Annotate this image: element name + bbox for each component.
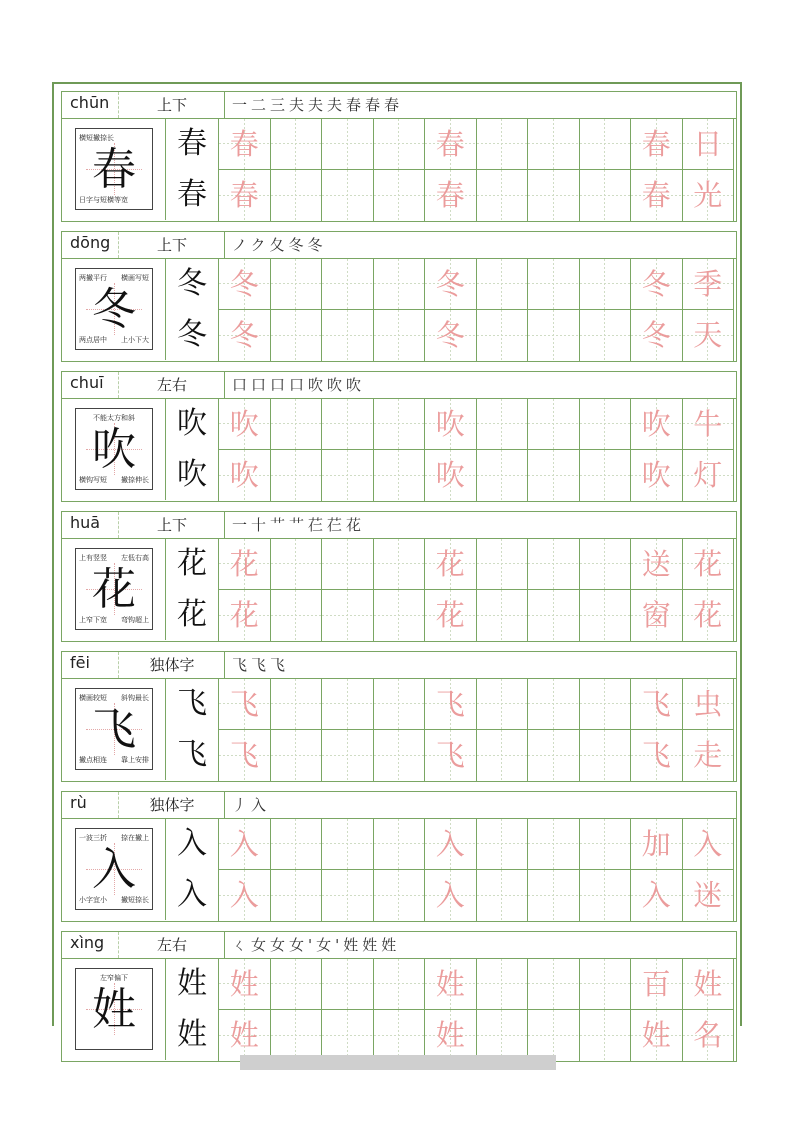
practice-cell[interactable]: [271, 730, 323, 781]
practice-cell[interactable]: 日: [683, 119, 735, 170]
practice-cell[interactable]: [374, 170, 426, 221]
header-divider: [118, 652, 119, 678]
writing-tip: 两点居中: [79, 336, 107, 344]
sample-char: 吹: [177, 406, 207, 441]
practice-cell[interactable]: [477, 1010, 529, 1061]
practice-cell[interactable]: 入: [631, 870, 683, 921]
practice-cell[interactable]: 吹: [219, 399, 271, 450]
sample-char: 姓: [177, 966, 207, 1001]
practice-cell[interactable]: [374, 590, 426, 641]
char-model-box: [75, 688, 153, 770]
practice-cell[interactable]: 春: [631, 170, 683, 221]
writing-tip: 横短撇捺长: [79, 134, 114, 142]
practice-cell[interactable]: [271, 539, 323, 590]
char-info-panel: [62, 819, 166, 920]
practice-cell[interactable]: 姓: [219, 959, 271, 1010]
practice-cell[interactable]: 季: [683, 259, 735, 310]
practice-cell[interactable]: [477, 590, 529, 641]
writing-tip: 小字宜小: [79, 896, 107, 904]
char-block: [61, 231, 737, 362]
practice-cell[interactable]: 飞: [219, 730, 271, 781]
block-header: [62, 232, 736, 259]
practice-cell[interactable]: [374, 870, 426, 921]
practice-cell[interactable]: 吹: [219, 450, 271, 501]
header-divider: [118, 512, 119, 538]
pinyin-label: dōng: [70, 233, 111, 252]
header-divider: [118, 232, 119, 258]
practice-cell[interactable]: [322, 399, 374, 450]
practice-cell[interactable]: [271, 590, 323, 641]
practice-cell[interactable]: [580, 119, 632, 170]
practice-cell[interactable]: 春: [631, 119, 683, 170]
practice-cell[interactable]: 姓: [425, 959, 477, 1010]
practice-cell[interactable]: 加: [631, 819, 683, 870]
practice-cell[interactable]: [374, 679, 426, 730]
practice-cell[interactable]: [322, 259, 374, 310]
practice-cell[interactable]: [580, 539, 632, 590]
practice-cell[interactable]: [271, 399, 323, 450]
sample-char: 入: [177, 826, 207, 861]
practice-cell[interactable]: 灯: [683, 450, 735, 501]
practice-cell[interactable]: [271, 819, 323, 870]
char-model-box: [75, 128, 153, 210]
sample-char: 春: [177, 177, 207, 212]
practice-cell[interactable]: 牛: [683, 399, 735, 450]
practice-cell[interactable]: [580, 870, 632, 921]
writing-tip: 上有竖竖: [79, 554, 107, 562]
practice-cell[interactable]: [580, 730, 632, 781]
practice-cell[interactable]: 迷: [683, 870, 735, 921]
stroke-order: 飞飞飞: [232, 656, 290, 674]
sample-char: 入: [177, 877, 207, 912]
practice-cell[interactable]: 入: [425, 819, 477, 870]
practice-cell[interactable]: [580, 310, 632, 361]
practice-cell[interactable]: [374, 730, 426, 781]
practice-cell[interactable]: 花: [683, 539, 735, 590]
writing-tip: 两撇平行: [79, 274, 107, 282]
sample-char: 春: [177, 126, 207, 161]
practice-cell[interactable]: [477, 310, 529, 361]
practice-cell[interactable]: [271, 450, 323, 501]
practice-cell[interactable]: [322, 170, 374, 221]
sample-char: 飞: [177, 737, 207, 772]
header-divider: [224, 92, 225, 118]
practice-cell[interactable]: [374, 539, 426, 590]
writing-tip: 撇短捺长: [121, 896, 149, 904]
writing-tip: 不能太方和斜: [93, 414, 135, 422]
practice-cell[interactable]: 入: [683, 819, 735, 870]
practice-cell[interactable]: [477, 819, 529, 870]
practice-cell[interactable]: [271, 1010, 323, 1061]
practice-cell[interactable]: [271, 310, 323, 361]
practice-cell[interactable]: 花: [425, 539, 477, 590]
practice-cell[interactable]: [477, 870, 529, 921]
practice-cell[interactable]: 吹: [631, 399, 683, 450]
practice-cell[interactable]: [580, 399, 632, 450]
practice-cell[interactable]: 窗: [631, 590, 683, 641]
structure-label: 左右: [156, 376, 187, 394]
practice-cell[interactable]: 姓: [683, 959, 735, 1010]
practice-cell[interactable]: 入: [219, 819, 271, 870]
practice-cell[interactable]: [580, 819, 632, 870]
practice-cell[interactable]: [322, 539, 374, 590]
header-divider: [224, 372, 225, 398]
writing-tip: 上小下大: [121, 336, 149, 344]
practice-cell[interactable]: 飞: [425, 730, 477, 781]
practice-cell[interactable]: 送: [631, 539, 683, 590]
practice-cell[interactable]: [528, 119, 580, 170]
practice-cell[interactable]: 姓: [631, 1010, 683, 1061]
model-char: 花: [92, 564, 136, 615]
practice-cell[interactable]: [322, 310, 374, 361]
practice-cell[interactable]: [374, 399, 426, 450]
char-model-box: [75, 268, 153, 350]
char-block: [61, 511, 737, 642]
structure-label: 上下: [156, 516, 187, 534]
practice-cell[interactable]: [477, 539, 529, 590]
pinyin-label: chūn: [70, 93, 110, 112]
practice-cell[interactable]: [528, 730, 580, 781]
structure-label: 左右: [156, 936, 187, 954]
block-header: [62, 92, 736, 119]
writing-tip: 弯钩超上: [121, 616, 149, 624]
writing-tip: 靠上安排: [121, 756, 149, 764]
pinyin-label: chuī: [70, 373, 104, 392]
structure-label: 上下: [156, 236, 187, 254]
model-char: 入: [92, 844, 136, 895]
practice-cell[interactable]: [477, 679, 529, 730]
writing-tip: 斜钩最长: [121, 694, 149, 702]
sample-char: 花: [177, 546, 207, 581]
practice-cell[interactable]: 姓: [219, 1010, 271, 1061]
practice-cell[interactable]: [374, 310, 426, 361]
practice-cell[interactable]: 冬: [425, 259, 477, 310]
char-info-panel: [62, 679, 166, 780]
char-block: [61, 791, 737, 922]
practice-cell[interactable]: [477, 170, 529, 221]
practice-cell[interactable]: 春: [219, 119, 271, 170]
writing-tip: 左低右高: [121, 554, 149, 562]
char-block: [61, 91, 737, 222]
char-block: [61, 931, 737, 1062]
practice-cell[interactable]: 冬: [219, 259, 271, 310]
practice-cell[interactable]: [580, 1010, 632, 1061]
practice-cell[interactable]: [528, 310, 580, 361]
practice-cell[interactable]: [271, 119, 323, 170]
practice-cell[interactable]: [322, 119, 374, 170]
stroke-order: 一十艹艹芢芢花: [232, 516, 366, 534]
sample-char: 姓: [177, 1017, 207, 1052]
practice-cell[interactable]: 冬: [425, 310, 477, 361]
practice-cell[interactable]: [271, 870, 323, 921]
writing-tip: 日字与短横等宽: [79, 196, 128, 204]
practice-cell[interactable]: [477, 959, 529, 1010]
block-header: [62, 512, 736, 539]
pinyin-label: huā: [70, 513, 101, 532]
practice-cell[interactable]: [322, 1010, 374, 1061]
practice-cell[interactable]: [580, 170, 632, 221]
practice-cell[interactable]: [322, 819, 374, 870]
model-char: 姓: [92, 984, 136, 1035]
block-header: [62, 932, 736, 959]
model-char: 冬: [92, 284, 136, 335]
practice-cell[interactable]: [374, 450, 426, 501]
char-info-panel: [62, 399, 166, 500]
writing-tip: 捺在撇上: [121, 834, 149, 842]
practice-cell[interactable]: 吹: [631, 450, 683, 501]
pinyin-label: xìng: [70, 933, 105, 952]
stroke-order: 一二三夫夫夫春春春: [232, 96, 404, 114]
practice-cell[interactable]: [477, 259, 529, 310]
practice-cell[interactable]: [374, 259, 426, 310]
practice-cell[interactable]: [477, 119, 529, 170]
model-char: 吹: [92, 424, 136, 475]
writing-tip: 左窄偏下: [100, 974, 128, 982]
practice-cell[interactable]: 春: [425, 119, 477, 170]
practice-cell[interactable]: [374, 1010, 426, 1061]
structure-label: 独体字: [149, 656, 195, 674]
practice-cell[interactable]: 姓: [425, 1010, 477, 1061]
practice-cell[interactable]: 冬: [219, 310, 271, 361]
practice-cell[interactable]: [322, 679, 374, 730]
practice-cell[interactable]: 光: [683, 170, 735, 221]
practice-cell[interactable]: [271, 259, 323, 310]
practice-cell[interactable]: 春: [219, 170, 271, 221]
header-divider: [224, 512, 225, 538]
writing-tip: 横钩写短: [79, 476, 107, 484]
practice-cell[interactable]: 百: [631, 959, 683, 1010]
practice-cell[interactable]: [528, 819, 580, 870]
header-divider: [118, 932, 119, 958]
practice-cell[interactable]: [374, 959, 426, 1010]
practice-cell[interactable]: [528, 959, 580, 1010]
model-char: 春: [92, 144, 136, 195]
practice-cell[interactable]: 飞: [631, 730, 683, 781]
sample-char: 花: [177, 597, 207, 632]
practice-cell[interactable]: 花: [683, 590, 735, 641]
char-info-panel: [62, 959, 166, 1060]
practice-cell[interactable]: 入: [219, 870, 271, 921]
practice-cell[interactable]: [322, 959, 374, 1010]
structure-label: 独体字: [149, 796, 195, 814]
sample-char: 吹: [177, 457, 207, 492]
practice-cell[interactable]: [528, 450, 580, 501]
practice-cell[interactable]: [528, 399, 580, 450]
footer-bar: [240, 1055, 556, 1070]
practice-cell[interactable]: [322, 870, 374, 921]
practice-cell[interactable]: [271, 959, 323, 1010]
practice-cell[interactable]: [322, 590, 374, 641]
practice-cell[interactable]: 花: [425, 590, 477, 641]
writing-tip: 一波三折: [79, 834, 107, 842]
practice-cell[interactable]: [528, 539, 580, 590]
practice-cell[interactable]: [580, 590, 632, 641]
worksheet: [52, 82, 742, 1052]
practice-cell[interactable]: 入: [425, 870, 477, 921]
practice-cell[interactable]: 虫: [683, 679, 735, 730]
stroke-order: ㄑ女女女'女'姓姓姓: [232, 936, 401, 954]
practice-cell[interactable]: 花: [219, 590, 271, 641]
char-model-box: [75, 408, 153, 490]
writing-tip: 横画较短: [79, 694, 107, 702]
stroke-order: 丿入: [232, 796, 271, 814]
char-model-box: [75, 968, 153, 1050]
writing-tip: 撇捺伸长: [121, 476, 149, 484]
practice-cell[interactable]: 冬: [631, 259, 683, 310]
char-model-box: [75, 548, 153, 630]
practice-cell[interactable]: [477, 450, 529, 501]
practice-cell[interactable]: 吹: [425, 450, 477, 501]
practice-cell[interactable]: [374, 819, 426, 870]
header-divider: [224, 652, 225, 678]
practice-cell[interactable]: 天: [683, 310, 735, 361]
practice-cell[interactable]: [528, 259, 580, 310]
char-model-box: [75, 828, 153, 910]
practice-cell[interactable]: [528, 679, 580, 730]
practice-cell[interactable]: 飞: [425, 679, 477, 730]
practice-cell[interactable]: [580, 450, 632, 501]
char-block: [61, 371, 737, 502]
practice-cell[interactable]: 名: [683, 1010, 735, 1061]
model-char: 飞: [92, 704, 136, 755]
structure-label: 上下: [156, 96, 187, 114]
practice-cell[interactable]: [528, 1010, 580, 1061]
practice-cell[interactable]: [477, 399, 529, 450]
practice-cell[interactable]: [580, 679, 632, 730]
practice-cell[interactable]: [528, 170, 580, 221]
block-header: [62, 792, 736, 819]
practice-cell[interactable]: [477, 730, 529, 781]
practice-cell[interactable]: [322, 450, 374, 501]
header-divider: [224, 792, 225, 818]
practice-cell[interactable]: [580, 959, 632, 1010]
practice-cell[interactable]: 飞: [219, 679, 271, 730]
writing-tip: 撇点相连: [79, 756, 107, 764]
header-divider: [118, 372, 119, 398]
practice-cell[interactable]: [271, 170, 323, 221]
practice-cell[interactable]: 春: [425, 170, 477, 221]
practice-cell[interactable]: 花: [219, 539, 271, 590]
practice-cell[interactable]: 冬: [631, 310, 683, 361]
pinyin-label: rù: [70, 793, 87, 812]
char-info-panel: [62, 259, 166, 360]
sample-char: 冬: [177, 266, 207, 301]
practice-cell[interactable]: [528, 590, 580, 641]
block-header: [62, 652, 736, 679]
practice-cell[interactable]: [580, 259, 632, 310]
stroke-order: ノク夂冬冬: [232, 236, 327, 254]
header-divider: [118, 92, 119, 118]
sample-char: 飞: [177, 686, 207, 721]
practice-cell[interactable]: [322, 730, 374, 781]
practice-cell[interactable]: [374, 119, 426, 170]
practice-cell[interactable]: [271, 679, 323, 730]
writing-tip: 上窄下宽: [79, 616, 107, 624]
header-divider: [224, 932, 225, 958]
practice-cell[interactable]: [528, 870, 580, 921]
header-divider: [118, 792, 119, 818]
practice-cell[interactable]: 吹: [425, 399, 477, 450]
char-info-panel: [62, 539, 166, 640]
char-info-panel: [62, 119, 166, 220]
header-divider: [224, 232, 225, 258]
pinyin-label: fēi: [70, 653, 90, 672]
stroke-order: 口口口口吹吹吹: [232, 376, 366, 394]
practice-cell[interactable]: 飞: [631, 679, 683, 730]
practice-cell[interactable]: 走: [683, 730, 735, 781]
char-block: [61, 651, 737, 782]
sample-char: 冬: [177, 317, 207, 352]
writing-tip: 横画写短: [121, 274, 149, 282]
block-header: [62, 372, 736, 399]
